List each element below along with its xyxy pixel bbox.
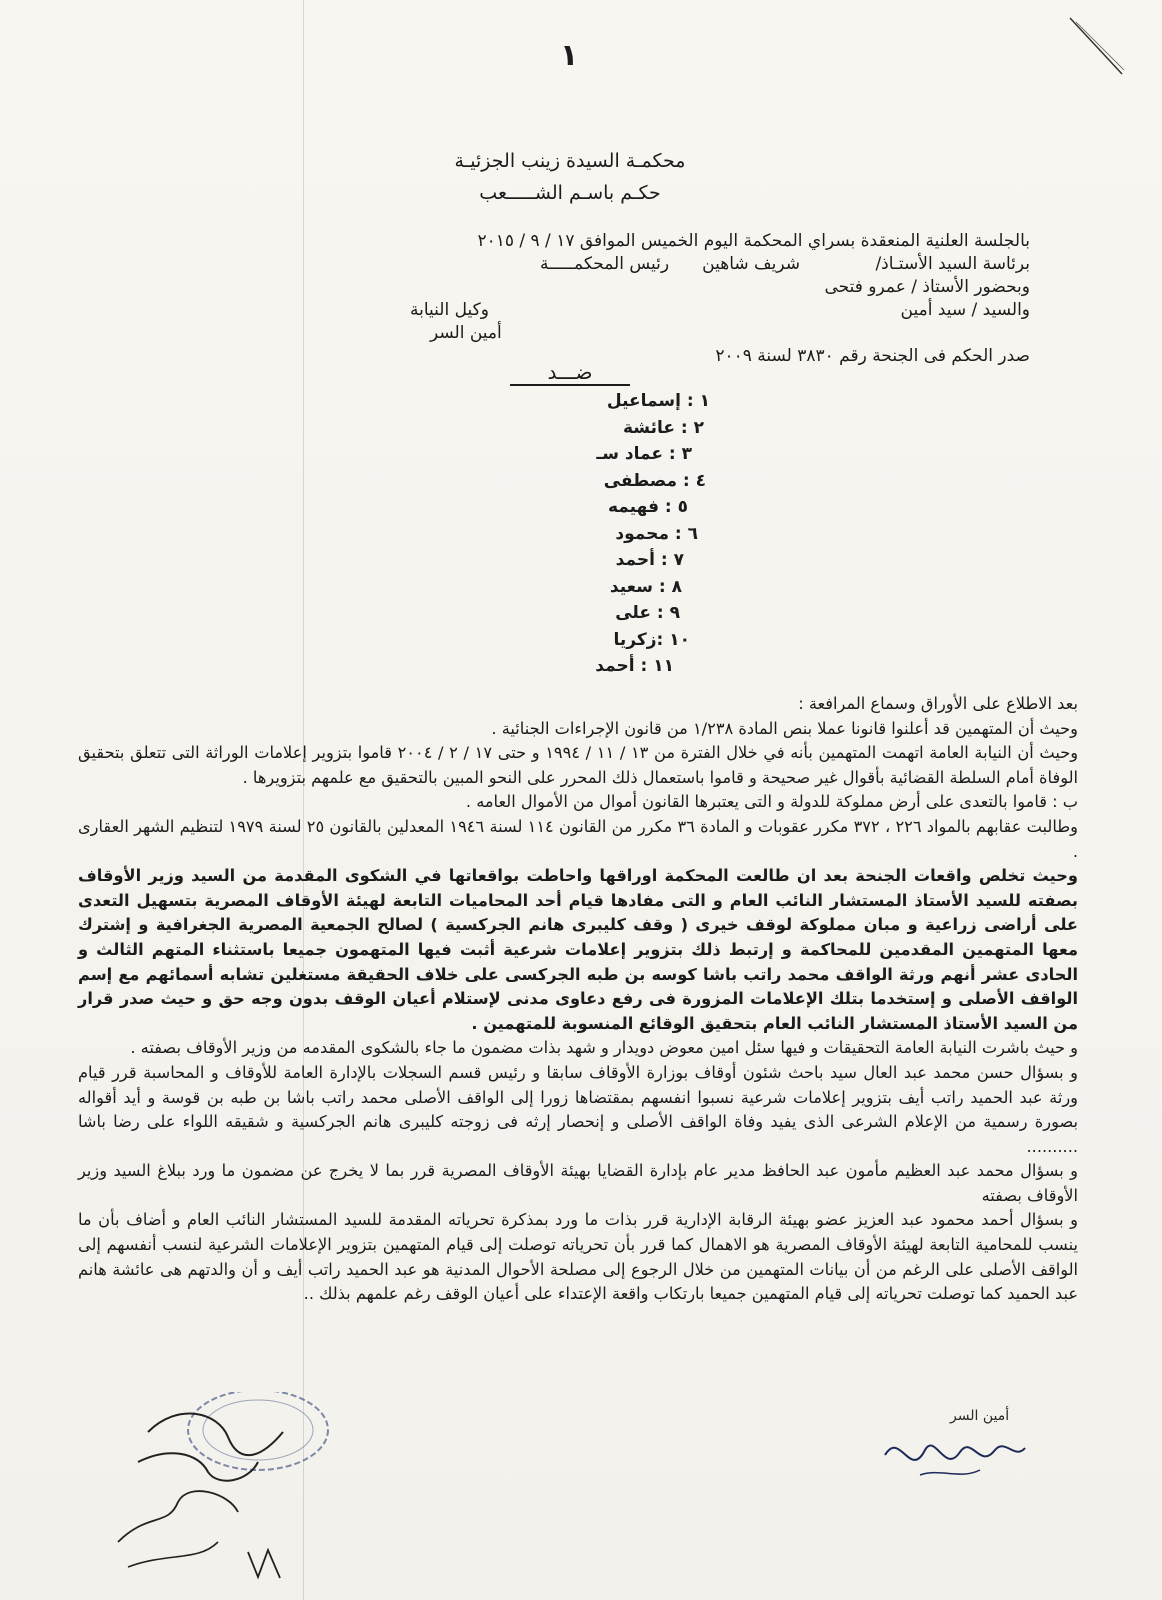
defendant-item: ١٠ :زكريا xyxy=(613,629,690,650)
judge-title: رئيس المحكمـــــة xyxy=(540,254,670,274)
court-name: محكمـة السيدة زينب الجزئيـة xyxy=(454,150,686,172)
clerk-signature xyxy=(880,1420,1030,1490)
court-header xyxy=(430,145,710,209)
session-details xyxy=(410,230,1030,368)
body-paragraph: و بسؤال محمد عبد العظيم مأمون عبد الحافظ مدير عام بإدارة القضايا بهيئة الأوقاف المصرية قرر بما لا يخرج عن مضمون ما ورد ببلاغ السيد وزير الأوقاف بصفته xyxy=(78,1161,1078,1205)
defendant-item: ١ : إسماعيل xyxy=(606,391,710,411)
body-paragraph: وحيث تخلص واقعات الجنحة بعد ان طالعت المحكمة اوراقها واحاطت بواقعاتها في الشكوى المقدمة من السيد وزير الأوقاف بصفته للسيد الأستاذ المستشار النائب العام و التى مفادها قيام أحد المحاميات التابعة لهيئة الأوقاف المصرية بتسهيل التعدى على أراضى زراعية و مبان مملوكة لوقف خيرى ( وقف كليبرى هانم الجركسية ) لصالح الجمعية المصرية الجغرافية و إشترك معها المتهمين المقدمين للمحاكمة و إرتبط ذلك بتزوير إعلامات شرعية أثبت فيها المتهمون جميعا باستثناء المتهم الثالث و الحادى عشر أنهم ورثة الواقف محمد راتب باشا كوسه بن طبه الجركسى على خلاف الحقيقة مستغلين تشابه أسمائهم مع إسم الواقف الأصلى و إستخدما بتلك الإعلامات المزورة فى رفع دعاوى مدنى لإستلام أعيان الوقف بدون وجه حق و حيث صدر قرار من السيد الأستاذ المستشار النائب العام بتحقيق الوقائع المنسوبة للمتهمين . xyxy=(78,866,1078,1033)
corner-pen-stroke xyxy=(1062,12,1132,82)
defendant-item: ٨ : سعيد xyxy=(609,576,682,597)
body-paragraph: بعد الاطلاع على الأوراق وسماع المرافعة : xyxy=(798,694,1078,713)
prosecutor-line: وبحضور الأستاذ / عمرو فتحى xyxy=(824,277,1030,297)
clerk-title: أمين السر xyxy=(430,323,502,343)
judge-label: برئاسة السيد الأستـاذ/ xyxy=(875,254,1030,274)
body-paragraph: و بسؤال أحمد محمود عبد العزيز عضو بهيئة الرقابة الإدارية قرر بذات ما ورد بمذكرة تحرياته المقدمة للسيد المستشار النائب العام و أضاف بأن ما ينسب للمحامية التابعة لهيئة الأوقاف المصرية هو الاهمال كما قرر بأن تحرياته توصلت إلى قيام المتهمين بتزوير الإعلامات الشرعية لنسب أنفسهم إلى الواقف الأصلى على الرغم من أن بيانات المتهمين من خلال الرجوع إلى مصلحة الأحوال المدنية هو عبد الحميد راتب أيف و أن والدتهم هى عائشة هانم عبد الحميد كما توصلت تحرياته إلى قيام المتهمين جميعا بارتكاب واقعة الإعتداء على أعيان الوقف رغم علمهم بذلك .. xyxy=(78,1210,1078,1304)
defendant-item: ٩ : على xyxy=(615,603,680,623)
prosecutor-title: وكيل النيابة xyxy=(410,300,489,320)
clerk-line: والسيد / سيد أمين xyxy=(900,300,1030,320)
body-paragraph: وحيث أن النيابة العامة اتهمت المتهمين بأنه في خلال الفترة من ١٣ / ١١ / ١٩٩٤ و حتى ١٧ / ٢ / ٢٠٠٤ قاموا بتزوير إعلامات الوراثة التى تتعلق بتحقيق الوفاة أمام السلطة القضائية بأقوال غير صحيحة و قاموا باستعمال ذلك المحرر على النحو المبين بالتحقيق مع علمهم بتزويرها . xyxy=(78,743,1079,787)
clerk-signature-label: أمين السر xyxy=(950,1408,1010,1424)
case-number-line: صدر الحكم فى الجنحة رقم ٣٨٣٠ لسنة ٢٠٠٩ xyxy=(715,346,1030,366)
defendant-item: ٧ : أحمد xyxy=(615,550,684,570)
body-paragraph: ب : قاموا بالتعدى على أرض مملوكة للدولة و التى يعتبرها القانون أموال من الأموال العامه . xyxy=(465,792,1078,812)
defendant-item: ٣ : عماد سـ xyxy=(596,444,692,464)
defendant-item: ٢ : عائشة xyxy=(622,417,704,438)
body-paragraph: و حيث باشرت النيابة العامة التحقيقات و فيها سئل امين معوض دويدار و شهد بذات مضمون ما جاء بالشكوى المقدمه من وزير الأوقاف بصفته . xyxy=(130,1038,1078,1058)
judge-name: شريف شاهين xyxy=(702,254,800,274)
against-heading: ضـــد xyxy=(510,360,630,386)
ruling-title: حكـم باسـم الشـــــعب xyxy=(479,182,661,204)
page-number: ١ xyxy=(560,38,579,73)
defendant-item: ١١ : أحمد xyxy=(595,656,674,676)
session-date-line: بالجلسة العلنية المنعقدة بسراي المحكمة اليوم الخميس الموافق ١٧ / ٩ / ٢٠١٥ xyxy=(477,231,1030,251)
body-paragraph: وحيث أن المتهمين قد أعلنوا قانونا عملا بنص المادة ١/٢٣٨ من قانون الإجراءات الجنائية . xyxy=(491,718,1078,738)
defendant-item: ٥ : فهيمه xyxy=(607,497,688,517)
body-paragraph: وطالبت عقابهم بالمواد ٢٢٦ ، ٣٧٢ مكرر عقوبات و المادة ٣٦ مكرر من القانون ١١٤ لسنة ١٩٤٦ المعدلين بالقانون ٢٥ لسنة ١٩٧٩ لتنظيم الشهر العقارى . xyxy=(78,816,1078,861)
defendants-list xyxy=(500,388,710,680)
court-seal-stamp xyxy=(108,1392,338,1592)
judgment-body xyxy=(78,692,1078,1307)
defendant-item: ٦ : محمود xyxy=(615,523,698,544)
defendant-item: ٤ : مصطفى xyxy=(603,470,706,491)
body-paragraph: و بسؤال حسن محمد عبد العال سيد باحث شئون أوقاف بوزارة الأوقاف سابقا و رئيس قسم السجلات بالإدارة العامة للأوقاف و المحاسبة قرر قيام ورثة عبد الحميد راتب أيف بتزوير إعلامات شرعية نسبوا انفسهم بمقتضاها زورا إلى الواقف الأصلى محمد راتب باشا بن طبه بن قوسة و أيد أقواله بصورة رسمية من الإعلام الشرعى الذى يفيد وفاة الواقف الأصلى و إنحصار إرثه فى زوجته كليبرى هانم الجركسية و شقيقه اللواء على رضا باشا .......... xyxy=(78,1062,1078,1156)
